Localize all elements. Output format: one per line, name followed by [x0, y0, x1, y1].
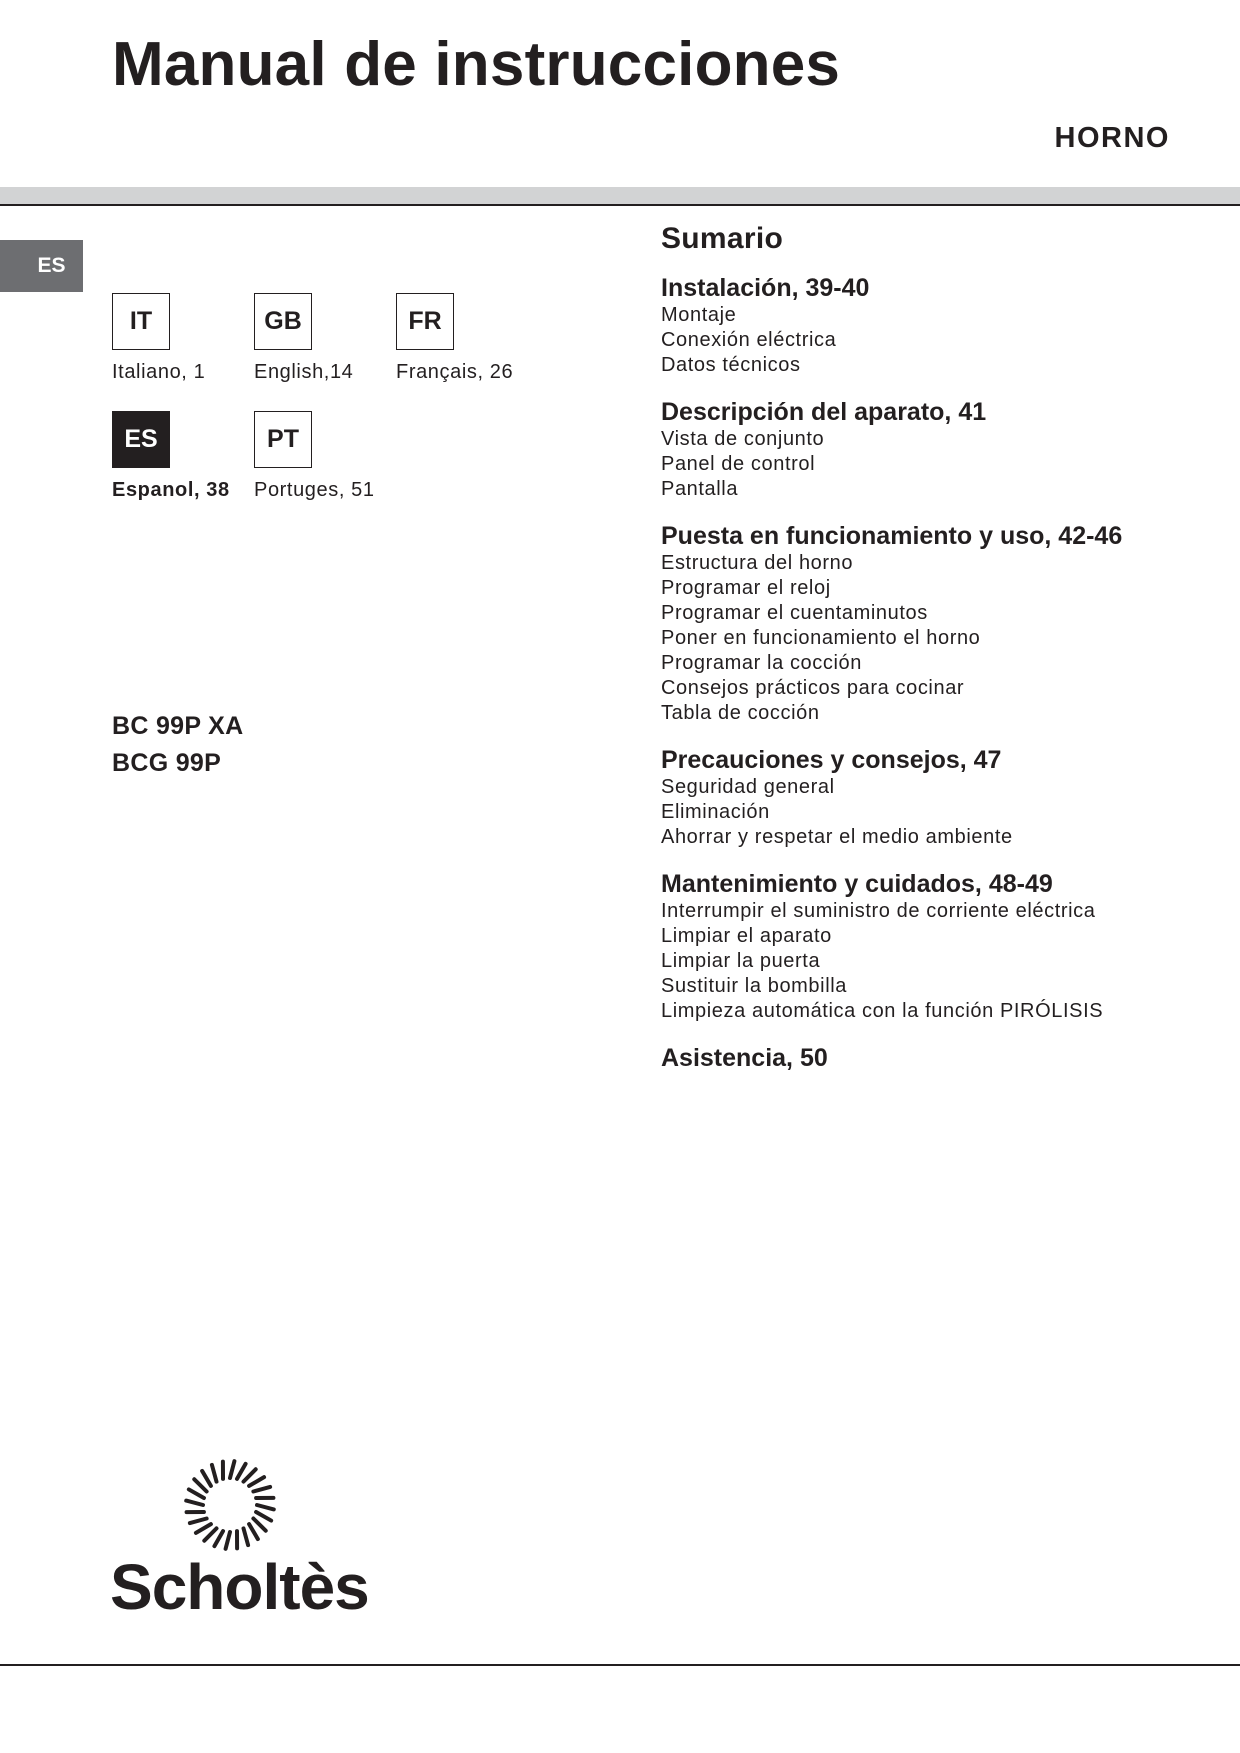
toc-section	[661, 746, 1221, 850]
toc-item: Consejos prácticos para cocinar	[661, 677, 965, 699]
language-es	[112, 411, 272, 502]
toc-item: Limpieza automática con la función PIRÓLISIS	[661, 1000, 1104, 1022]
toc-item: Conexión eléctrica	[661, 329, 837, 351]
toc-item: Datos técnicos	[661, 354, 801, 376]
toc-section-heading: Puesta en funcionamiento y uso, 42-46	[661, 522, 1123, 550]
language-it	[112, 293, 272, 384]
toc-section-heading: Mantenimiento y cuidados, 48-49	[661, 870, 1053, 898]
toc-title: Sumario	[661, 222, 784, 255]
toc-item: Limpiar el aparato	[661, 925, 832, 947]
sun-burst-icon	[180, 1455, 280, 1555]
footer-divider	[0, 1664, 1240, 1666]
toc-item: Estructura del horno	[661, 552, 854, 574]
language-label: Espanol, 38	[112, 479, 230, 501]
language-code-box: ES	[112, 411, 170, 468]
toc-item: Pantalla	[661, 478, 739, 500]
header-band	[0, 187, 1240, 204]
toc-section-heading: Precauciones y consejos, 47	[661, 746, 1002, 774]
toc-section-heading: Instalación, 39-40	[661, 274, 870, 302]
toc-item: Programar la cocción	[661, 652, 862, 674]
language-label: English,14	[254, 361, 354, 383]
document-title: Manual de instrucciones	[112, 30, 841, 99]
header-divider	[0, 204, 1240, 206]
language-code-box: GB	[254, 293, 312, 350]
toc-item: Eliminación	[661, 801, 770, 823]
toc-item: Programar el cuentaminutos	[661, 602, 928, 624]
toc-section	[661, 870, 1221, 1024]
model-number: BCG 99P	[112, 749, 222, 777]
brand-logo	[110, 1455, 369, 1625]
toc-item: Tabla de cocción	[661, 702, 820, 724]
toc-section	[661, 522, 1221, 726]
brand-name: Scholtès	[110, 1551, 369, 1623]
model-number: BC 99P XA	[112, 712, 244, 740]
language-label: Français, 26	[396, 361, 514, 383]
toc-item: Poner en funcionamiento el horno	[661, 627, 981, 649]
toc-item: Vista de conjunto	[661, 428, 825, 450]
toc-section	[661, 274, 1221, 378]
toc-item: Montaje	[661, 304, 737, 326]
language-label: Italiano, 1	[112, 361, 206, 383]
toc-section-heading: Asistencia, 50	[661, 1044, 828, 1072]
toc-item: Ahorrar y respetar el medio ambiente	[661, 826, 1013, 848]
toc-item: Programar el reloj	[661, 577, 831, 599]
toc-item: Limpiar la puerta	[661, 950, 821, 972]
language-code-box: PT	[254, 411, 312, 468]
toc-item: Panel de control	[661, 453, 816, 475]
language-tab: ES	[0, 240, 83, 292]
toc-section-heading: Descripción del aparato, 41	[661, 398, 987, 426]
language-code-box: FR	[396, 293, 454, 350]
language-gb	[254, 293, 414, 384]
toc-section	[661, 398, 1221, 502]
language-code-box: IT	[112, 293, 170, 350]
document-subtitle: HORNO	[1054, 122, 1170, 154]
toc-item: Sustituir la bombilla	[661, 975, 848, 997]
language-label: Portuges, 51	[254, 479, 375, 501]
toc-item: Interrumpir el suministro de corriente eléctrica	[661, 900, 1096, 922]
table-of-contents	[661, 222, 1221, 1093]
language-pt	[254, 411, 414, 502]
toc-section	[661, 1044, 1221, 1073]
language-fr	[396, 293, 556, 384]
toc-item: Seguridad general	[661, 776, 835, 798]
